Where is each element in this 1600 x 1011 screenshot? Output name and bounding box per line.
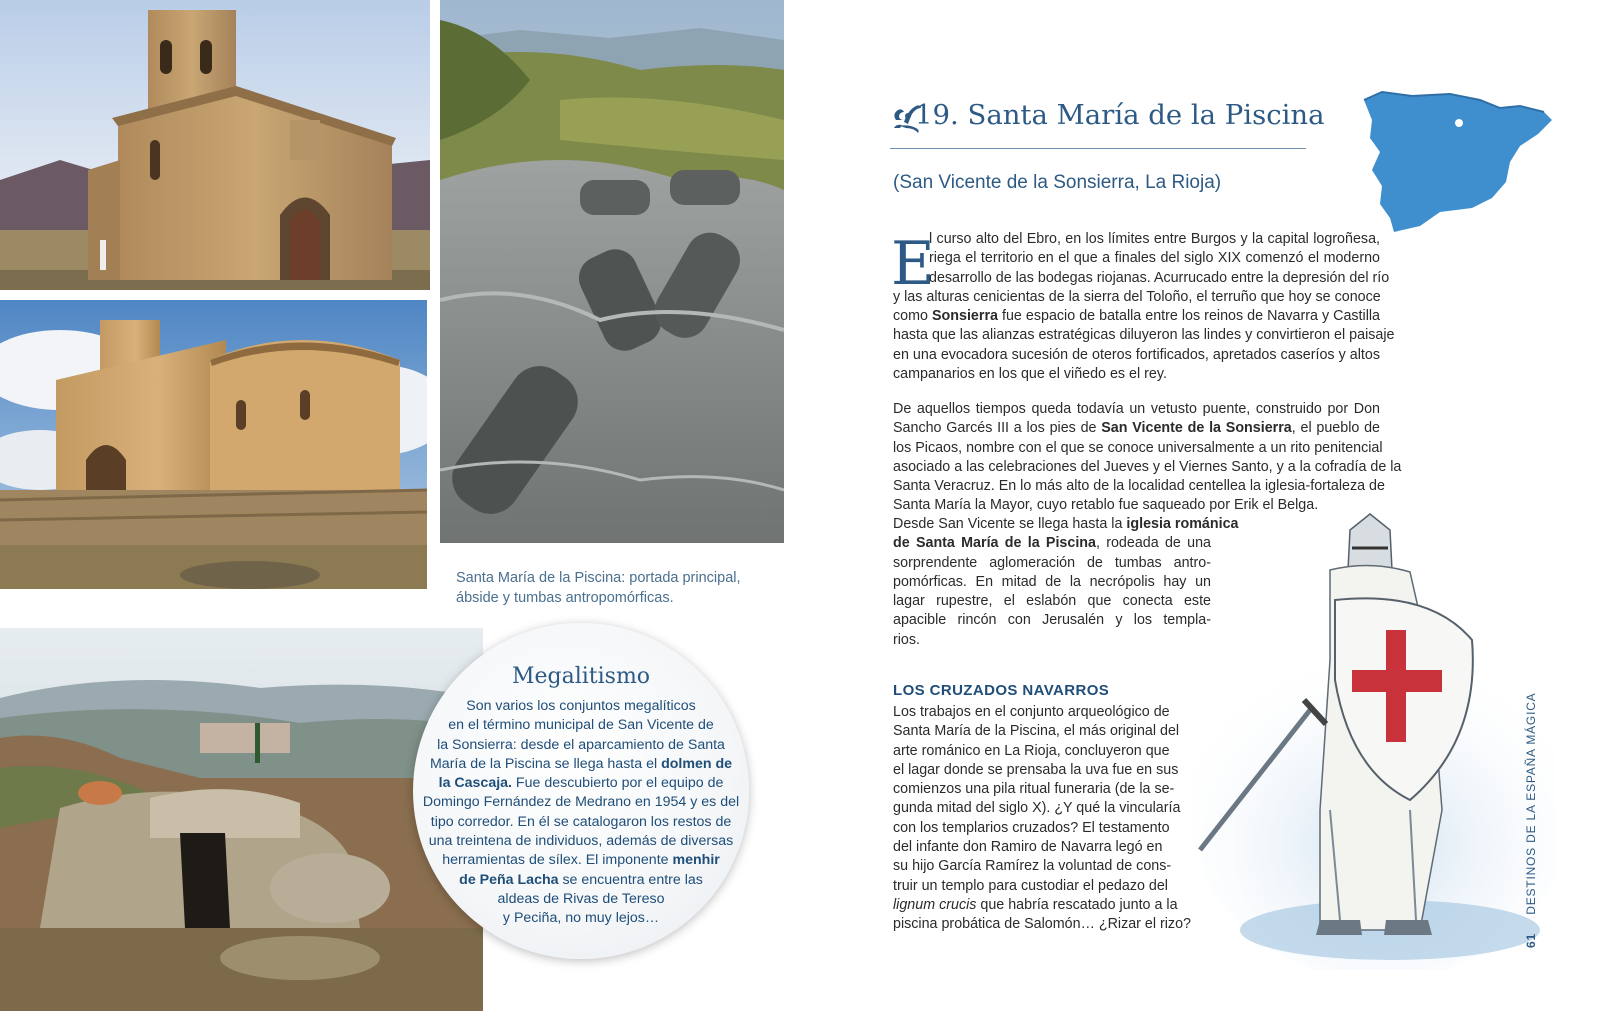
sidebar-segment: tipo corredor. En él se catalogaron los restos de	[430, 813, 732, 830]
chapter-name: Santa María de la Piscina	[967, 99, 1325, 131]
emphasis-text: de Santa María de la Piscina	[893, 535, 1096, 552]
location-subtitle: (San Vicente de la Sonsierra, La Rioja)	[893, 172, 1222, 193]
emphasis-text: iglesia románica	[1126, 516, 1239, 532]
dolmen-photo	[0, 628, 483, 1011]
sidebar-segment: la Cascaja.	[438, 775, 512, 792]
text-segment: , rodeada de una	[1095, 535, 1211, 552]
sidebar-text	[413, 697, 749, 929]
page-folio	[1518, 692, 1542, 948]
tombs-landscape-photo	[440, 0, 784, 543]
text-line: asociado a las celebraciones del Jueves y el Viernes Santo, y a la cofradía de la	[893, 458, 1402, 475]
text-line	[893, 307, 1380, 326]
spain-map-icon	[1360, 86, 1556, 238]
text-line: desarrollo de las bodegas riojanas. Acurrucado entre la depresión del río	[929, 269, 1390, 286]
emphasis-text: San Vicente de la Sonsierra	[1101, 420, 1292, 437]
text-line: pomórficas. En mitad de la necrópolis hay un	[893, 573, 1211, 590]
sidebar-segment: la Sonsierra: desde el aparcamiento de Santa	[437, 736, 725, 753]
sidebar-line	[413, 871, 749, 890]
sidebar-segment: dolmen de	[661, 755, 733, 772]
sidebar-line	[413, 832, 749, 851]
sidebar-segment: de Peña Lacha	[459, 871, 559, 888]
sidebar-line	[413, 851, 749, 870]
text-segment: Desde San Vicente se llega hasta la	[893, 516, 1127, 532]
text-line: l curso alto del Ebro, en los límites entre Burgos y la capital logroñesa,	[929, 231, 1380, 247]
page-number: 61	[1524, 933, 1538, 948]
paragraph-bridge	[893, 400, 1402, 516]
sidebar-line	[413, 890, 749, 909]
text-line: Santa Veracruz. En lo más alto de la localidad centellea la iglesia-fortaleza de	[893, 478, 1385, 495]
text-line: Santa María de la Piscina, el más original del	[893, 723, 1180, 740]
sidebar-line	[413, 736, 749, 755]
page-title	[893, 99, 1323, 131]
text-line: De aquellos tiempos queda todavía un vetusto puente, construido por Don	[893, 401, 1380, 417]
paragraph-templars	[893, 703, 1191, 935]
text-segment: Sancho Garcés III a los pies de	[893, 420, 1102, 437]
text-segment: como	[893, 308, 932, 325]
church-apse-photo	[0, 300, 427, 589]
text-line: en una evocadora sucesión de oteros fortificados, apretados caseríos y altos	[893, 346, 1380, 363]
text-line: hasta que las alianzas estratégicas diluyeron las lindes y convirtieron el paisaje	[893, 327, 1395, 344]
caption-line: ábside y tumbas antropomórficas.	[456, 590, 674, 606]
emphasis-text: Sonsierra	[932, 308, 998, 325]
caption-line: Santa María de la Piscina: portada principal,	[456, 570, 741, 586]
text-segment: , el pueblo de	[1291, 420, 1381, 437]
sidebar-segment: herramientas de sílex. El imponente	[442, 852, 673, 869]
italic-term: lignum crucis	[893, 896, 977, 913]
sidebar-segment: Son varios los conjuntos megalíticos	[466, 698, 696, 714]
text-line	[893, 419, 1380, 438]
running-head: DESTINOS DE LA ESPAÑA MÁGICA	[1524, 692, 1538, 915]
text-line: truir un templo para custodiar el pedazo del	[893, 877, 1168, 894]
sidebar-line	[413, 909, 749, 928]
sidebar-segment: y Peciña, no muy lejos…	[502, 910, 660, 927]
sidebar-line	[413, 813, 749, 832]
sidebar-segment: una treintena de individuos, además de diversas	[428, 833, 734, 850]
sidebar-line	[413, 755, 749, 774]
sidebar-title: Megalitismo	[511, 664, 651, 689]
text-line: y las alturas cenicientas de la sierra del Toloño, el terruño que hoy se conoce	[893, 288, 1381, 305]
text-line: su hijo García Ramírez la voluntad de cons-	[893, 858, 1172, 875]
text-line: los Picaos, nombre con el que se conoce universalmente a un rito penitencial	[893, 439, 1383, 456]
section-heading: LOS CRUZADOS NAVARROS	[893, 682, 1110, 699]
text-line: con los templarios cruzados? El testamento	[893, 819, 1170, 836]
text-line	[893, 896, 1178, 915]
text-line: Los trabajos en el conjunto arqueológico de	[893, 704, 1170, 720]
title-divider	[890, 148, 1306, 149]
text-segment: que habría rescatado junto a la	[976, 896, 1178, 913]
text-segment: fue espacio de batalla entre los reinos de Navarra y Castilla	[997, 308, 1380, 325]
sidebar-segment: María de la Piscina se llega hasta el	[429, 755, 662, 772]
drop-cap: E	[891, 229, 935, 299]
text-line: apacible rincón con Jerusalén y los templa-	[893, 612, 1211, 629]
church-facade-photo	[0, 0, 430, 290]
chapter-number: 19.	[915, 99, 959, 131]
photo-caption	[456, 568, 746, 608]
text-line: rios.	[893, 631, 921, 648]
sidebar-segment: aldeas de Rivas de Tereso	[497, 890, 665, 907]
sidebar-line	[413, 793, 749, 812]
text-line	[893, 515, 1239, 534]
sidebar-segment: Domingo Fernández de Medrano en 1954 y es del	[422, 794, 740, 811]
text-line: Santa María la Mayor, cuyo retablo fue saqueado por Erik el Belga.	[893, 497, 1319, 514]
text-line: del infante don Ramiro de Navarra legó en	[893, 839, 1163, 856]
sidebar-segment: Fue descubierto por el equipo de	[511, 775, 724, 792]
text-line: sorprendente aglomeración de tumbas antro-	[893, 554, 1211, 571]
sidebar-segment: menhir	[672, 852, 720, 869]
knight-illustration	[1180, 510, 1555, 970]
paragraph-intro	[893, 230, 1395, 384]
text-line: campanarios en los que el viñedo es el rey.	[893, 366, 1167, 383]
text-line	[893, 534, 1211, 553]
sidebar-line	[413, 774, 749, 793]
sidebar-line	[413, 697, 749, 716]
text-line: lagar rupestre, el eslabón que conecta este	[893, 593, 1211, 610]
text-line: gunda mitad del siglo X). ¿Y qué la vincularía	[893, 800, 1181, 817]
sidebar-segment: se encuentra entre las	[558, 871, 703, 888]
sidebar-line	[413, 716, 749, 735]
text-line: arte románico en La Rioja, concluyeron que	[893, 742, 1170, 759]
text-line: riega el territorio en el que a finales del siglo XIX comenzó el moderno	[929, 250, 1380, 267]
text-line: el lagar donde se prensaba la uva fue en sus	[893, 761, 1179, 778]
text-line: piscina probática de Salomón… ¿Rizar el rizo?	[893, 916, 1191, 933]
text-line: comienzos una pila ritual funeraria (de la se-	[893, 781, 1175, 798]
sidebar-segment: en el término municipal de San Vicente de	[448, 717, 714, 734]
paragraph-church	[893, 515, 1239, 650]
